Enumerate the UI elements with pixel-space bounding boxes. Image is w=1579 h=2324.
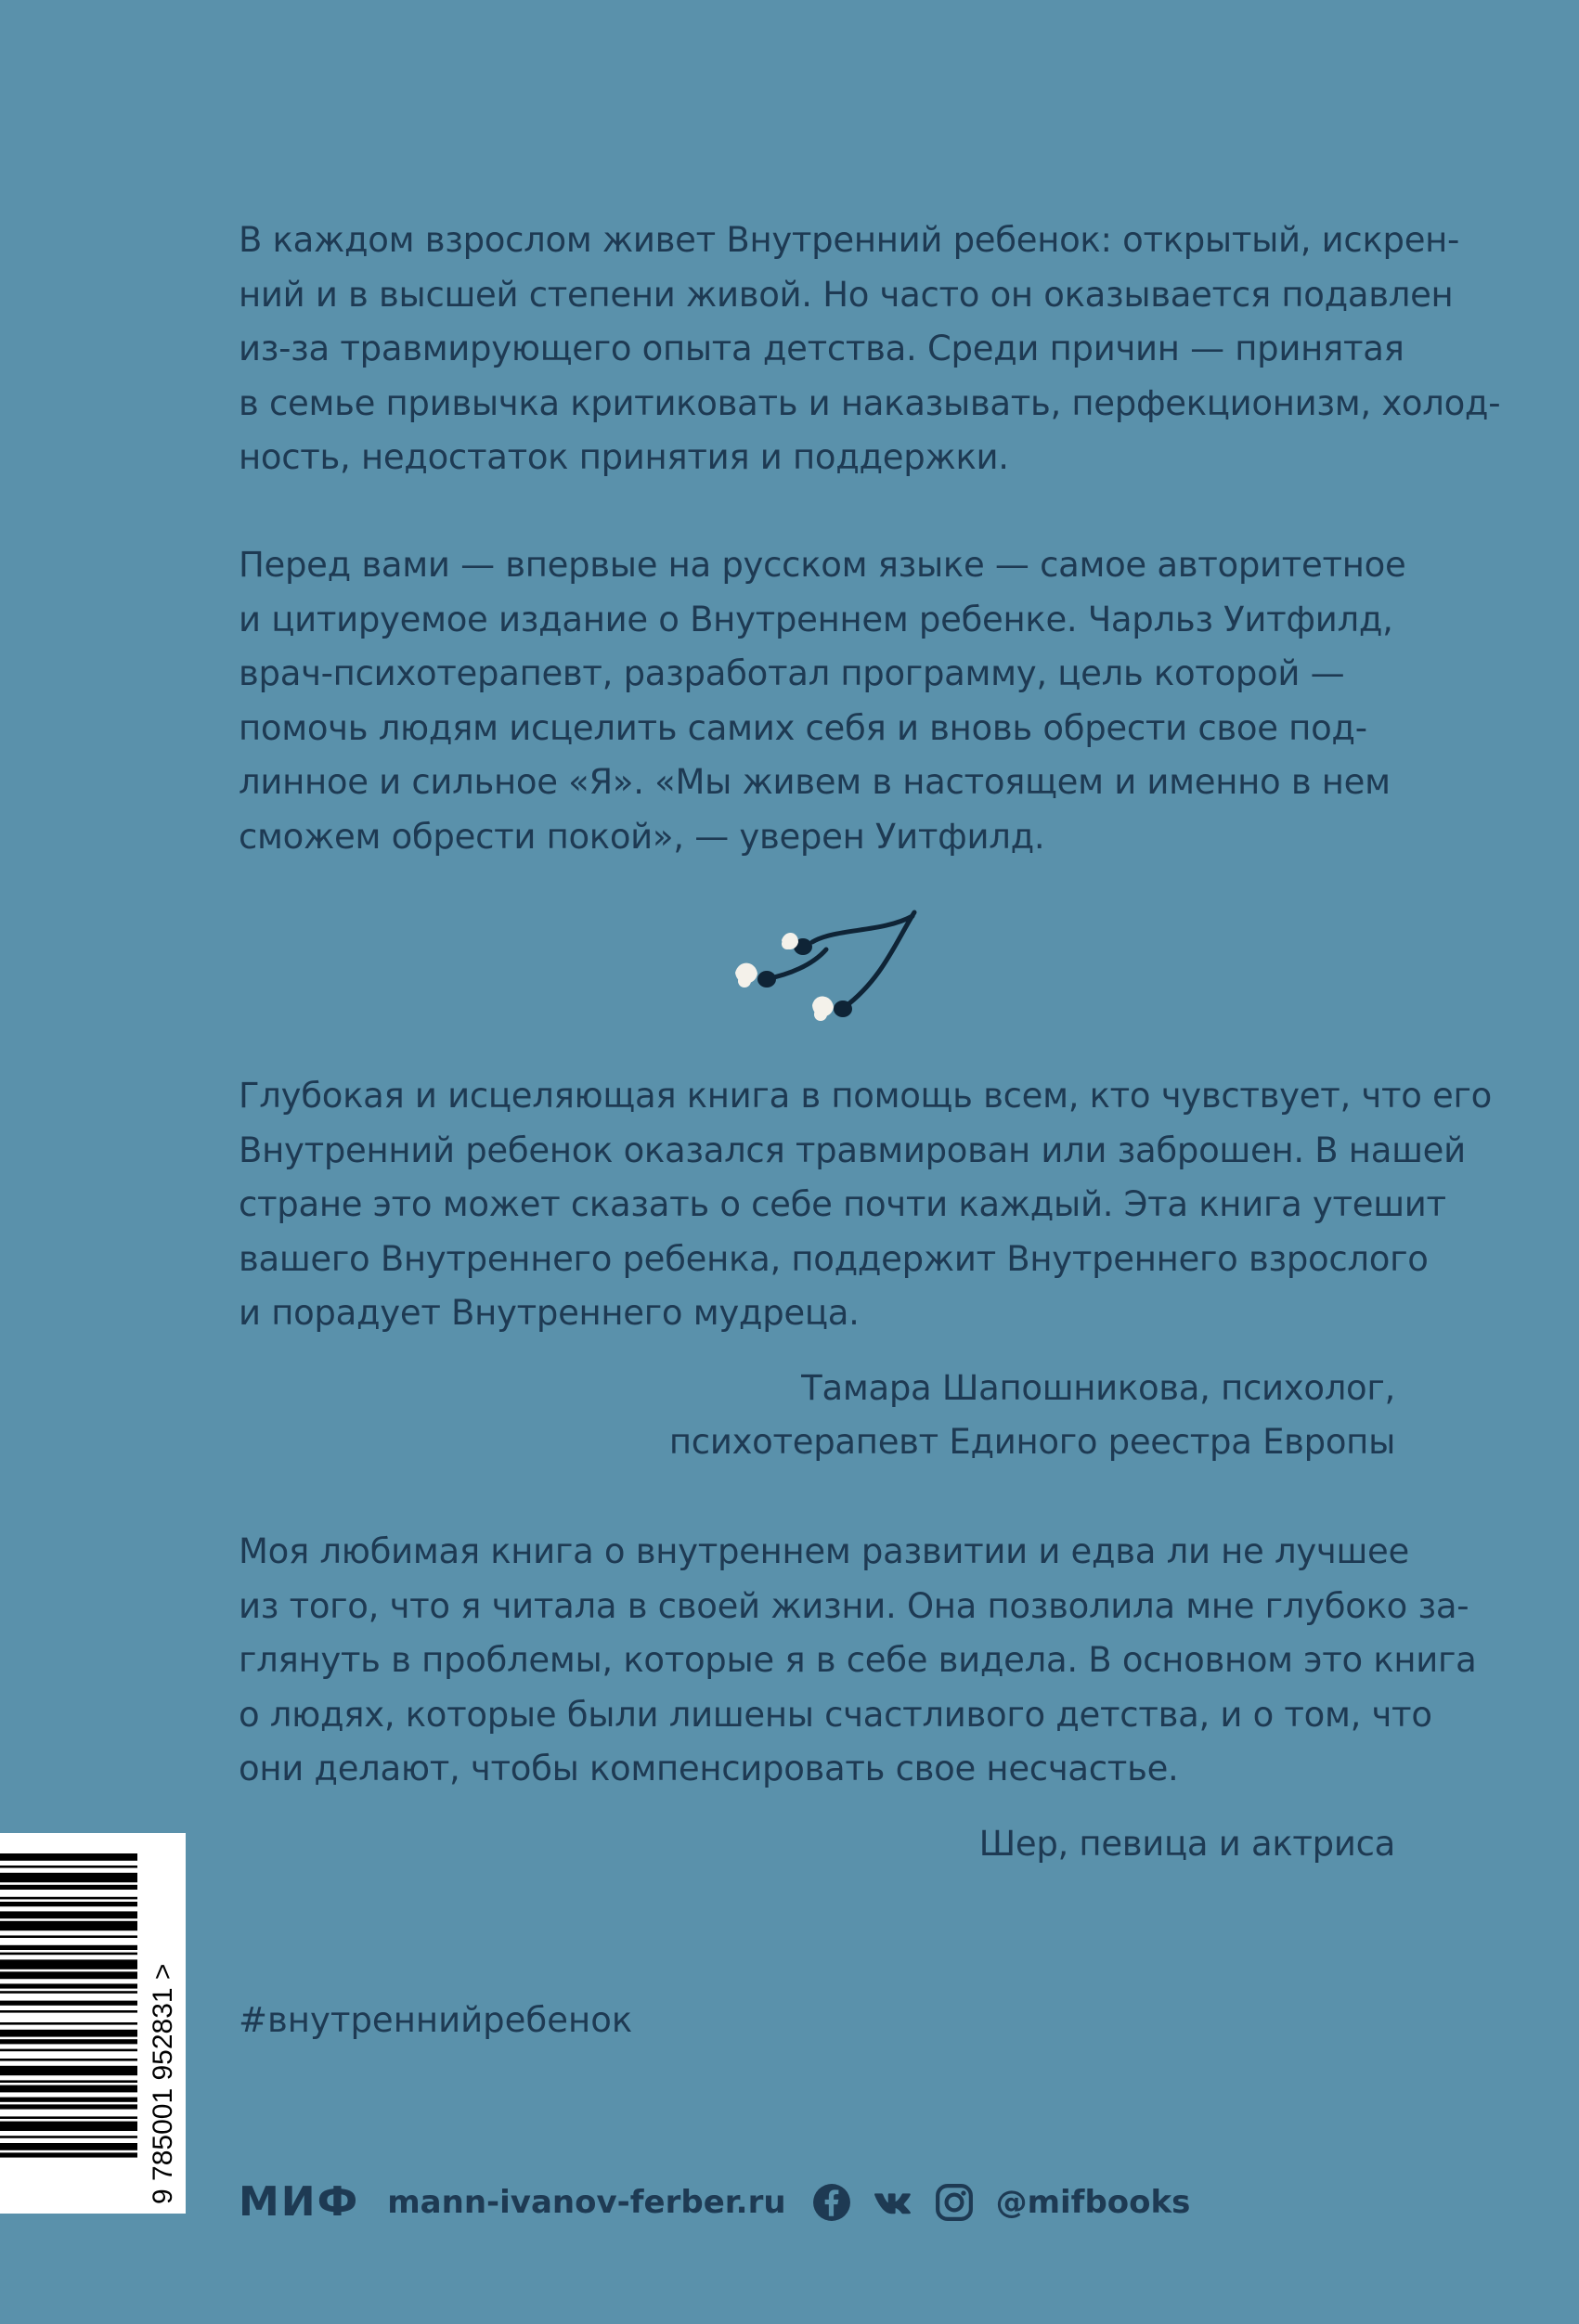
review-attribution-2 (979, 1817, 1395, 1871)
barcode-bar (0, 1953, 137, 1956)
text-line: из того, что я читала в своей жизни. Она позволила мне глубоко за- (239, 1585, 1469, 1626)
barcode-bar (0, 1921, 137, 1930)
barcode-bar (0, 1935, 137, 1938)
barcode-bar (0, 2104, 137, 2109)
text-line: и цитируемое издание о Внутреннем ребенке. Чарльз Уитфилд, (239, 599, 1393, 639)
text-line: сможем обрести покой», — уверен Уитфилд. (239, 816, 1045, 857)
text-line: глянуть в проблемы, которые я в себе видела. В основном это книга (239, 1640, 1477, 1680)
barcode-bar (0, 1853, 137, 1861)
barcode-bar (0, 1866, 137, 1868)
barcode-bar (0, 1873, 137, 1882)
intro-paragraph (239, 213, 1501, 485)
barcode-bar (0, 2039, 137, 2044)
review-attribution-1 (669, 1362, 1395, 1469)
social-handle[interactable]: @mifbooks (995, 2183, 1191, 2221)
barcode-bar (0, 2152, 137, 2157)
barcode-bar (0, 2010, 137, 2013)
barcode-bar (0, 1991, 137, 1994)
text-line: Шер, певица и актриса (978, 1824, 1395, 1864)
text-line: в семье привычка критиковать и наказывать, перфекционизм, холод- (239, 382, 1501, 423)
barcode-bar (0, 2066, 137, 2075)
barcode-digits: 9 785001 952831 > (148, 1963, 178, 2204)
text-line: вашего Внутреннего ребенка, поддержит Внутреннего взрослого (239, 1238, 1429, 1279)
text-line: они делают, чтобы компенсировать свое несчастье. (239, 1749, 1179, 1788)
barcode-bar (0, 2136, 137, 2138)
barcode-bar (0, 2080, 137, 2083)
text-line: В каждом взрослом живет Внутренний ребенок: открытый, искрен- (239, 220, 1460, 260)
text-line: линное и сильное «Я». «Мы живем в настоящем и именно в нем (239, 762, 1391, 802)
barcode-bar (0, 1885, 137, 1890)
barcode-bar (0, 1897, 137, 1900)
text-line: стране это может сказать о себе почти каждый. Эта книга утешит (239, 1184, 1446, 1224)
barcode-bar (0, 2001, 137, 2006)
barcode-bar (0, 1959, 137, 1969)
barcode-bar (0, 1983, 137, 1988)
barcode-bar (0, 2098, 137, 2102)
flower-branch-icon (724, 905, 928, 1039)
text-line: врач-психотерапевт, разработал программу, цель которой — (239, 653, 1345, 693)
barcode-bar (0, 1971, 137, 1979)
barcode (0, 1833, 186, 2214)
barcode-bar (0, 2122, 137, 2131)
barcode-bar (0, 2143, 137, 2150)
barcode-bar (0, 2085, 137, 2093)
publisher-footer (239, 2172, 1190, 2232)
text-line: ний и в высшей степени живой. Но часто он оказывается подавлен (239, 274, 1454, 315)
text-line: ность, недостаток принятия и поддержки. (239, 437, 1009, 477)
facebook-icon[interactable] (812, 2183, 851, 2222)
barcode-bar (0, 2049, 137, 2052)
barcode-bar (0, 2022, 137, 2025)
barcode-bar (0, 2059, 137, 2061)
text-line: из-за травмирующего опыта детства. Среди причин — принятая (239, 329, 1404, 368)
text-line: психотерапевт Единого реестра Европы (668, 1422, 1395, 1462)
vk-icon[interactable] (874, 2183, 912, 2222)
barcode-bar (0, 1902, 137, 1906)
publisher-logo: МИФ (239, 2178, 360, 2226)
website-link[interactable]: mann-ivanov-ferber.ru (387, 2183, 786, 2221)
text-line: о людях, которые были лишены счастливого детства, и о том, что (239, 1694, 1432, 1735)
barcode-bars (0, 1853, 137, 2158)
text-line: Моя любимая книга о внутреннем развитии и едва ли не лучшее (239, 1531, 1409, 1571)
review-quote-2 (239, 1525, 1477, 1797)
text-line: помочь людям исцелить самих себя и вновь обрести свое под- (239, 707, 1367, 748)
instagram-icon[interactable] (935, 2183, 974, 2222)
barcode-bar (0, 1945, 137, 1950)
text-line: Перед вами — впервые на русском языке — самое авторитетное (239, 545, 1406, 585)
hashtag: #внутреннийребенок (239, 2000, 633, 2040)
barcode-bar (0, 2116, 137, 2119)
text-line: Тамара Шапошникова, психолог, (801, 1368, 1395, 1408)
barcode-bar (0, 2030, 137, 2037)
barcode-bar (0, 1911, 137, 1918)
text-line: Глубокая и исцеляющая книга в помощь всем, кто чувствует, что его (239, 1076, 1492, 1116)
book-description-paragraph (239, 538, 1406, 864)
text-line: и порадует Внутреннего мудреца. (239, 1293, 860, 1333)
review-quote-1 (239, 1069, 1492, 1341)
text-line: Внутренний ребенок оказался травмирован или заброшен. В нашей (239, 1130, 1466, 1170)
